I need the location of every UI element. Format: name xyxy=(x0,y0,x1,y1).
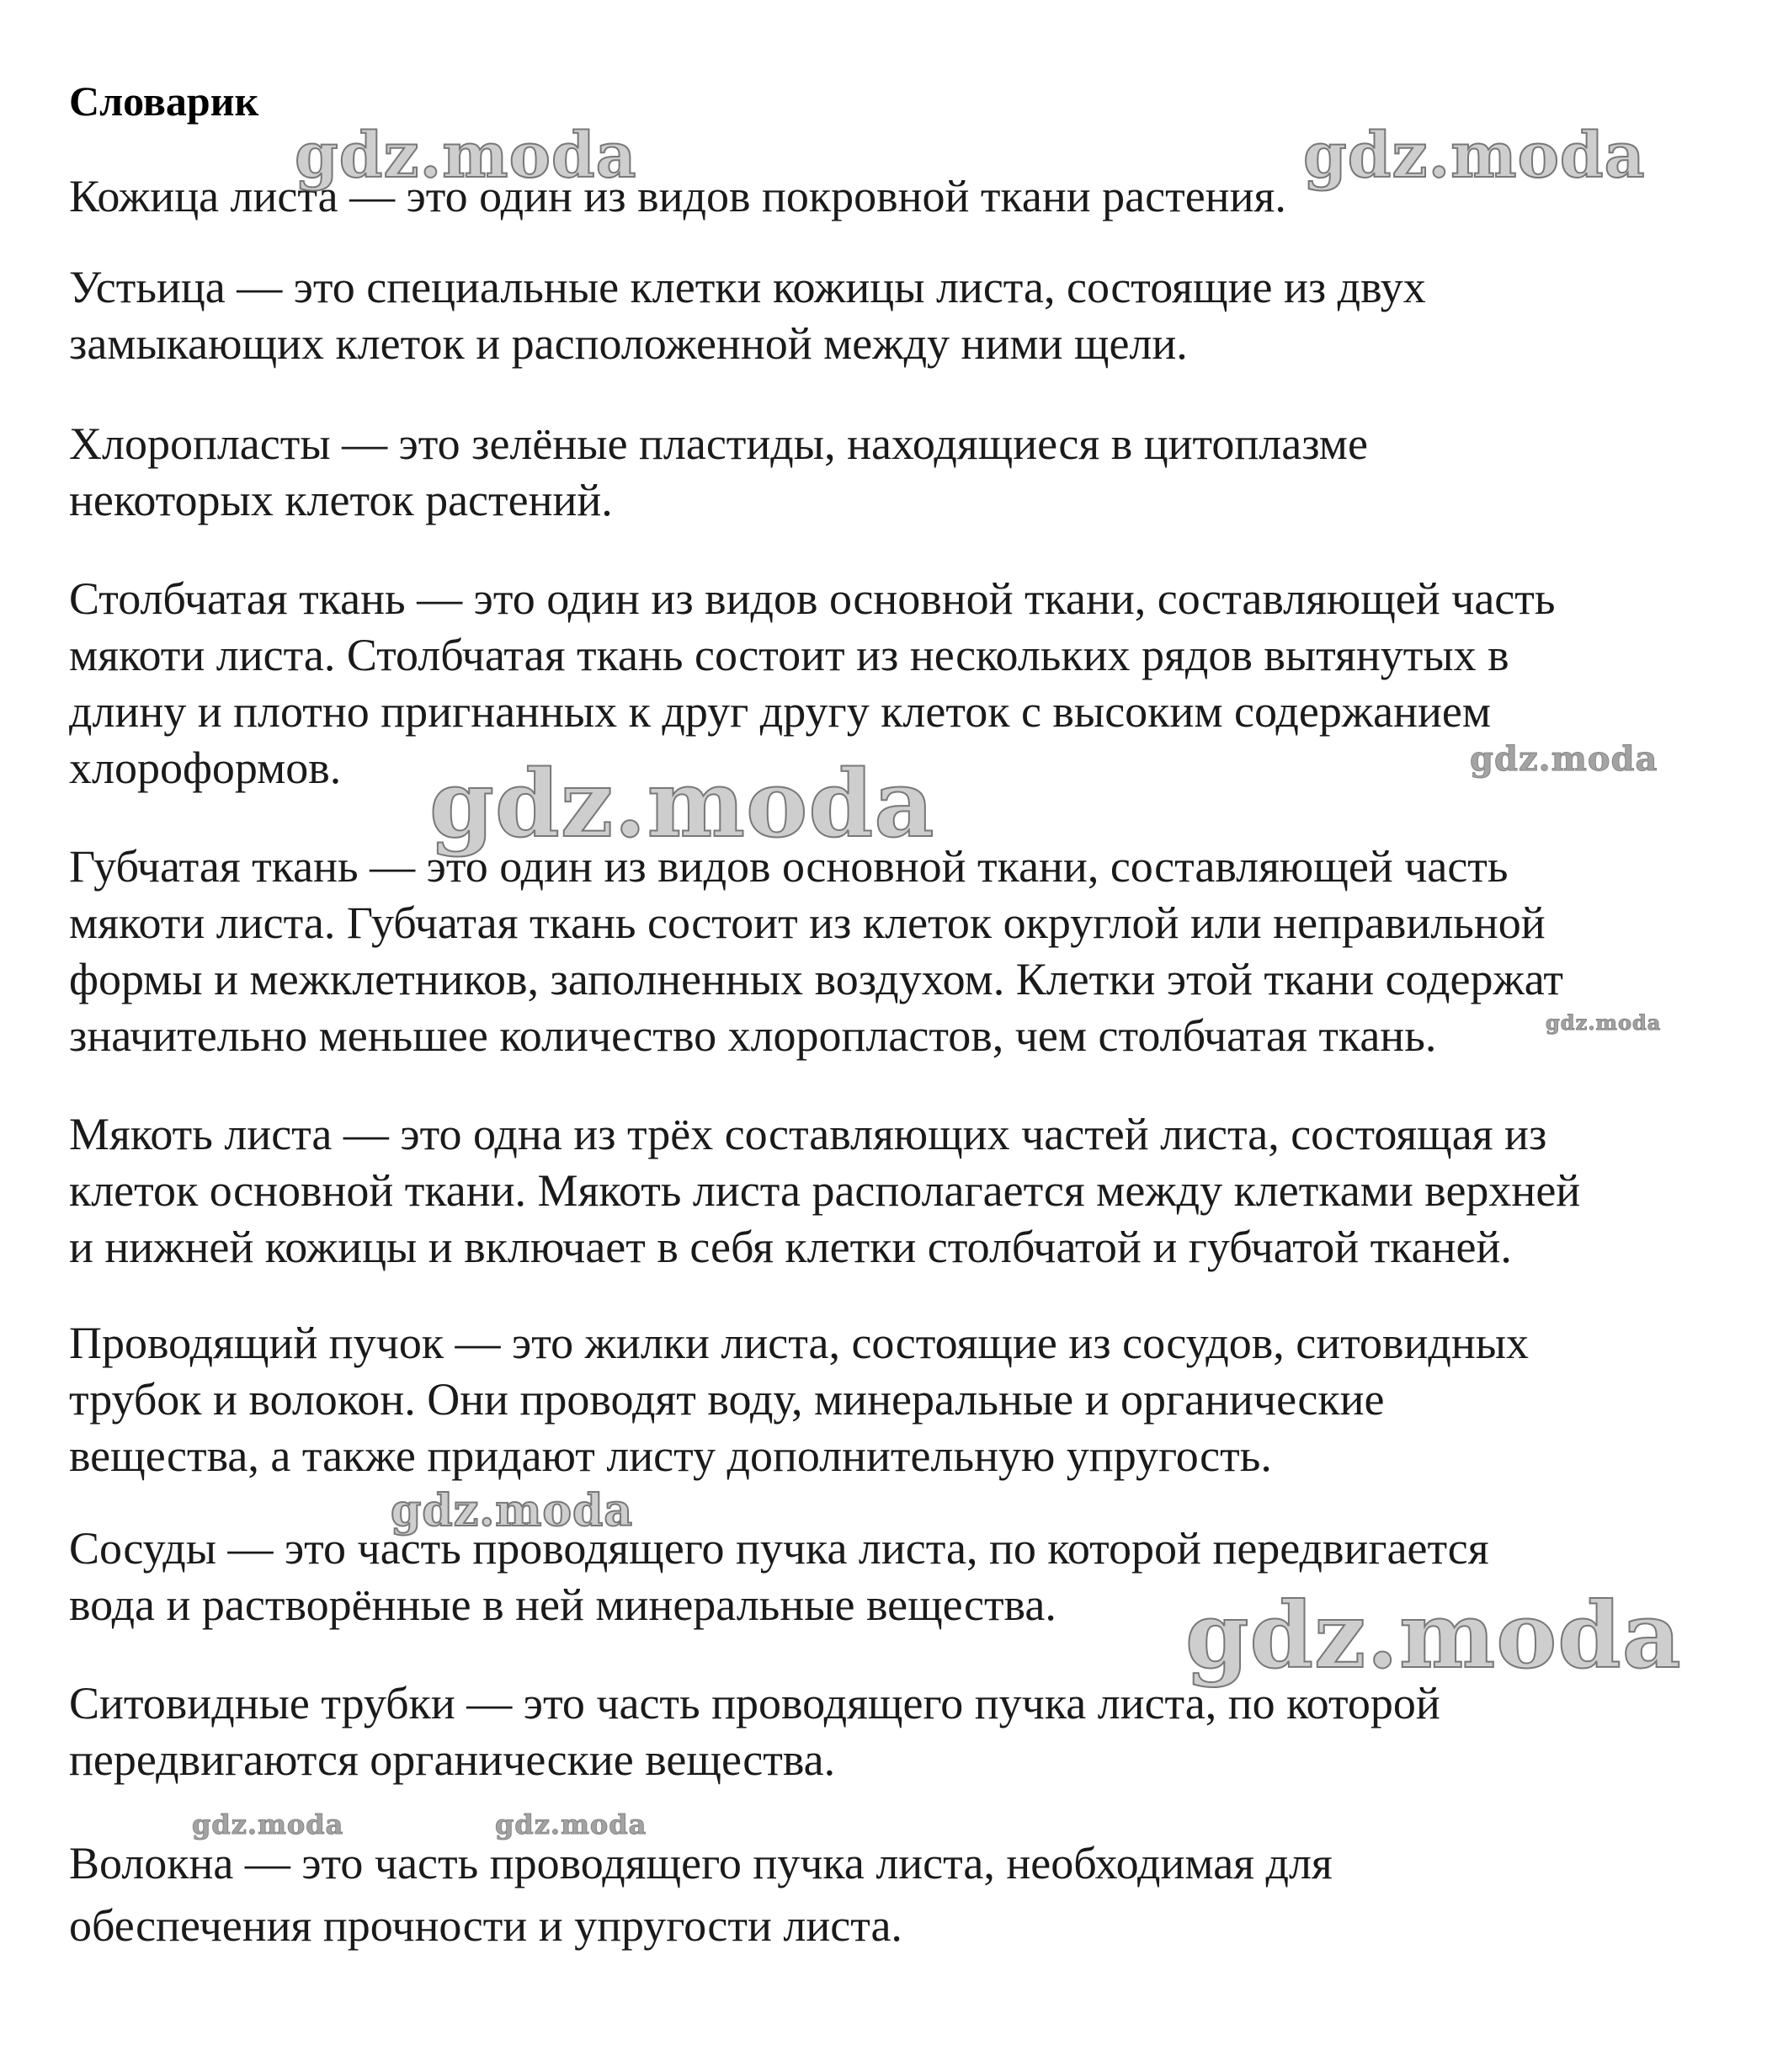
entry-line: Ситовидные трубки — это часть проводящего пучка листа, по которой xyxy=(69,1678,1440,1728)
glossary-entry-stomata xyxy=(69,259,1426,372)
glossary-entry-spongy-tissue xyxy=(69,839,1563,1064)
entry-line: некоторых клеток растений. xyxy=(69,475,613,525)
entry-line: клеток основной ткани. Мякоть листа располагается между клетками верхней xyxy=(69,1165,1581,1216)
watermark: gdz.moda xyxy=(391,1485,634,1537)
watermark: gdz.moda xyxy=(1546,1010,1662,1035)
entry-line: Кожица листа — это один из видов покровной ткани растения. xyxy=(69,171,1286,221)
entry-line: Хлоропласты — это зелёные пластиды, находящиеся в цитоплазме xyxy=(69,418,1368,469)
glossary-entry-skin xyxy=(69,168,1286,225)
watermark: gdz.moda xyxy=(495,1808,647,1840)
entry-line: Проводящий пучок — это жилки листа, состоящие из сосудов, ситовидных xyxy=(69,1318,1530,1368)
watermark: gdz.moda xyxy=(1470,739,1658,779)
entry-line: Волокна — это часть проводящего пучка листа, необходимая для xyxy=(69,1838,1333,1888)
page-title: Словарик xyxy=(69,77,259,125)
entry-line: передвигаются органические вещества. xyxy=(69,1734,836,1785)
glossary-entry-fibers xyxy=(69,1832,1333,1957)
entry-line: вещества, а также придают листу дополнительную упругость. xyxy=(69,1430,1272,1481)
watermark: gdz.moda xyxy=(1303,120,1646,192)
watermark: gdz.moda xyxy=(295,120,637,192)
entry-line: и нижней кожицы и включает в себя клетки столбчатой и губчатой тканей. xyxy=(69,1222,1512,1272)
entry-line: формы и межклетников, заполненных воздухом. Клетки этой ткани содержат xyxy=(69,954,1563,1004)
entry-line: Мякоть листа — это одна из трёх составляющих частей листа, состоящая из xyxy=(69,1109,1547,1159)
entry-line: Губчатая ткань — это один из видов основной ткани, составляющей часть xyxy=(69,841,1509,892)
entry-line: замыкающих клеток и расположенной между ними щели. xyxy=(69,318,1188,369)
entry-line: Сосуды — это часть проводящего пучка листа, по которой передвигается xyxy=(69,1523,1489,1574)
entry-line: вода и растворённые в ней минеральные вещества. xyxy=(69,1579,1056,1630)
glossary-entry-sieve-tubes xyxy=(69,1675,1440,1788)
entry-line: трубок и волокон. Они проводят воду, минеральные и органические xyxy=(69,1374,1385,1425)
glossary-entry-mesophyll xyxy=(69,1106,1580,1276)
glossary-entry-chloroplasts xyxy=(69,416,1368,529)
entry-line: хлороформов. xyxy=(69,743,342,793)
glossary-entry-vascular-bundle xyxy=(69,1315,1529,1484)
watermark: gdz.moda xyxy=(1185,1583,1682,1689)
entry-line: мякоти листа. Губчатая ткань состоит из клеток округлой или неправильной xyxy=(69,898,1546,948)
entry-line: Устьица — это специальные клетки кожицы листа, состоящие из двух xyxy=(69,262,1426,312)
entry-line: длину и плотно пригнанных к друг другу клеток с высоким содержанием xyxy=(69,686,1492,737)
watermark: gdz.moda xyxy=(192,1808,344,1840)
entry-line: значительно меньшее количество хлоропластов, чем столбчатая ткань. xyxy=(69,1010,1437,1061)
entry-line: обеспечения прочности и упругости листа. xyxy=(69,1900,902,1951)
entry-line: Столбчатая ткань — это один из видов основной ткани, составляющей часть xyxy=(69,573,1556,624)
entry-line: мякоти листа. Столбчатая ткань состоит из нескольких рядов вытянутых в xyxy=(69,630,1509,680)
watermark: gdz.moda xyxy=(429,749,935,858)
